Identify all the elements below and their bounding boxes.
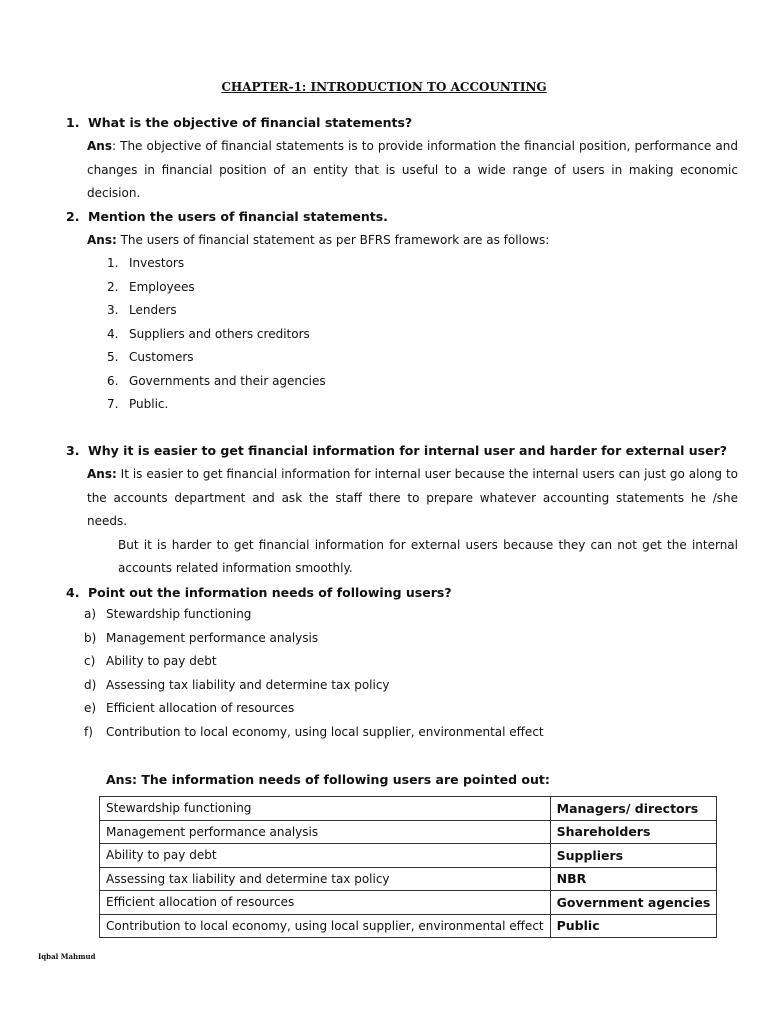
item-text: Lenders xyxy=(129,303,177,317)
item-letter: a) xyxy=(84,607,97,621)
question-number: 1. xyxy=(66,115,80,130)
question-text: Point out the information needs of following users? xyxy=(88,585,452,600)
item-letter: f) xyxy=(84,724,93,739)
item-number: 7. xyxy=(107,397,119,411)
answer-text-2: But it is harder to get financial information for external users because they can not get the internal accounts related information smoothly. xyxy=(118,537,738,575)
info-needs-table xyxy=(99,796,717,938)
user-cell: Suppliers xyxy=(550,844,717,868)
list-item xyxy=(84,674,544,698)
list-item xyxy=(107,276,326,300)
needs-list xyxy=(84,603,544,744)
item-number: 4. xyxy=(107,326,119,341)
author-signature: Iqbal Mahmud xyxy=(38,952,96,961)
item-text: Suppliers and others creditors xyxy=(129,326,310,341)
item-text: Efficient allocation of resources xyxy=(106,701,295,715)
list-item xyxy=(84,603,544,627)
user-cell: NBR xyxy=(550,867,717,891)
answer-2 xyxy=(87,229,738,253)
item-text: Customers xyxy=(129,350,194,364)
user-cell: Managers/ directors xyxy=(550,797,717,821)
item-text: Assessing tax liability and determine tax policy xyxy=(106,677,390,692)
item-text: Employees xyxy=(129,279,195,294)
item-text: Contribution to local economy, using local supplier, environmental effect xyxy=(106,724,544,739)
item-letter: b) xyxy=(84,630,97,645)
question-1 xyxy=(66,115,412,130)
question-text: Mention the users of financial statements. xyxy=(88,209,388,224)
question-text: Why it is easier to get financial information for internal user and harder for external user? xyxy=(88,443,727,458)
question-2 xyxy=(66,209,388,224)
list-item xyxy=(84,650,544,674)
chapter-title: CHAPTER-1: INTRODUCTION TO ACCOUNTING xyxy=(221,80,547,94)
user-cell: Government agencies xyxy=(550,891,717,915)
item-text: Ability to pay debt xyxy=(106,654,217,668)
answer-4-heading: Ans: The information needs of following users are pointed out: xyxy=(106,772,550,787)
need-cell: Efficient allocation of resources xyxy=(100,891,551,915)
need-cell: Ability to pay debt xyxy=(100,844,551,868)
item-text: Stewardship functioning xyxy=(106,607,252,621)
answer-text: It is easier to get financial information for internal user because the internal users can just go along to the accounts department and ask the staff there to prepare whatever accounting statements he /she needs. xyxy=(87,467,738,528)
question-number: 2. xyxy=(66,209,80,224)
ans-label: Ans xyxy=(87,139,112,153)
answer-1 xyxy=(87,135,738,206)
question-text: What is the objective of financial statements? xyxy=(88,115,413,130)
item-number: 5. xyxy=(107,350,119,364)
table-row xyxy=(100,914,717,938)
item-text: Governments and their agencies xyxy=(129,373,326,388)
item-text: Management performance analysis xyxy=(106,630,319,645)
list-item xyxy=(84,721,544,745)
list-item xyxy=(107,393,326,417)
list-item xyxy=(84,697,544,721)
question-number: 4. xyxy=(66,585,80,600)
list-item xyxy=(107,370,326,394)
item-letter: d) xyxy=(84,677,97,692)
question-4 xyxy=(66,585,452,600)
list-item xyxy=(107,299,326,323)
need-cell: Contribution to local economy, using local supplier, environmental effect xyxy=(100,914,551,938)
user-cell: Shareholders xyxy=(550,820,717,844)
item-text: Public. xyxy=(129,397,169,411)
answer-3 xyxy=(87,463,738,581)
table-row xyxy=(100,891,717,915)
need-cell: Stewardship functioning xyxy=(100,797,551,821)
item-letter: e) xyxy=(84,701,97,715)
table-row xyxy=(100,797,717,821)
list-item xyxy=(107,346,326,370)
ans-label: Ans: xyxy=(87,233,117,247)
answer-text: The users of financial statement as per BFRS framework are as follows: xyxy=(116,233,550,247)
user-cell: Public xyxy=(550,914,717,938)
question-3 xyxy=(66,443,727,458)
table-row xyxy=(100,867,717,891)
answer-text: : The objective of financial statements is to provide information the financial position, performance and changes in financial position of an entity that is useful to a wide range of users in making economic decision. xyxy=(87,139,738,200)
need-cell: Management performance analysis xyxy=(100,820,551,844)
list-item xyxy=(107,323,326,347)
item-number: 1. xyxy=(107,256,119,270)
question-number: 3. xyxy=(66,443,80,458)
item-number: 3. xyxy=(107,303,119,317)
users-list xyxy=(107,252,326,417)
item-letter: c) xyxy=(84,654,96,668)
item-number: 2. xyxy=(107,279,119,294)
ans-label: Ans: xyxy=(87,467,117,481)
table-row xyxy=(100,844,717,868)
need-cell: Assessing tax liability and determine tax policy xyxy=(100,867,551,891)
list-item xyxy=(107,252,326,276)
item-number: 6. xyxy=(107,373,119,388)
table-row xyxy=(100,820,717,844)
list-item xyxy=(84,627,544,651)
item-text: Investors xyxy=(129,256,185,270)
